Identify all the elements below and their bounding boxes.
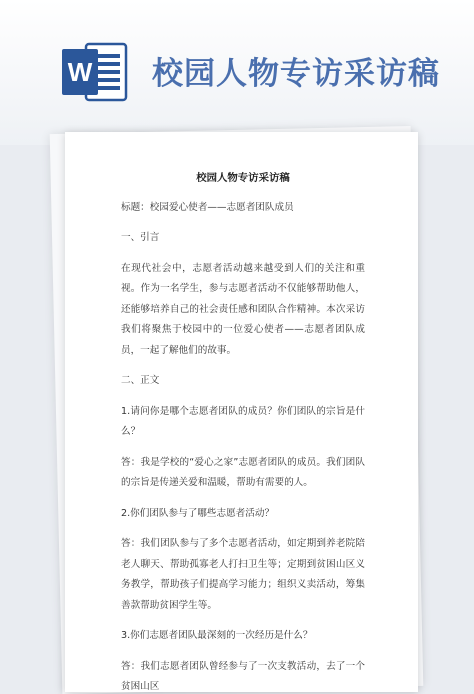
document-title: 校园人物专访采访稿	[196, 172, 290, 184]
banner-title: 校园人物专访采访稿	[152, 56, 440, 92]
document-content	[121, 168, 365, 692]
answer-2: 答：我们团队参与了多个志愿者活动，如定期到养老院陪老人聊天、帮助孤寡老人打扫卫生等；定期到贫困山区义务教学，帮助孩子们提高学习能力；组织义卖活动，筹集善款帮助贫困学生等。	[121, 538, 365, 611]
document-page	[65, 132, 418, 692]
question-2: 2.你们团队参与了哪些志愿者活动？	[121, 507, 275, 519]
word-icon	[62, 40, 128, 104]
subtitle-line: 标题：校园爱心使者——志愿者团队成员	[121, 201, 294, 213]
intro-paragraph: 在现代社会中，志愿者活动越来越受到人们的关注和重视。作为一名学生，参与志愿者活动不仅能够帮助他人，还能够培养自己的社会责任感和团队合作精神。本次采访我们将聚焦于校园中的一位爱心使者——志愿者团队成员，一起了解他们的故事。	[121, 262, 365, 356]
section-heading-intro: 一、引言	[121, 232, 160, 243]
section-heading-body: 二、正文	[121, 375, 160, 386]
answer-3: 答：我们志愿者团队曾经参与了一次支教活动，去了一个贫困山区	[121, 660, 365, 692]
answer-1: 答：我是学校的“爱心之家”志愿者团队的成员。我们团队的宗旨是传递关爱和温暖，帮助有需要的人。	[121, 456, 365, 488]
question-3: 3.你们志愿者团队最深刻的一次经历是什么？	[121, 630, 313, 641]
svg-text:W: W	[67, 57, 93, 87]
question-1: 1.请问你是哪个志愿者团队的成员？你们团队的宗旨是什么？	[121, 405, 365, 437]
